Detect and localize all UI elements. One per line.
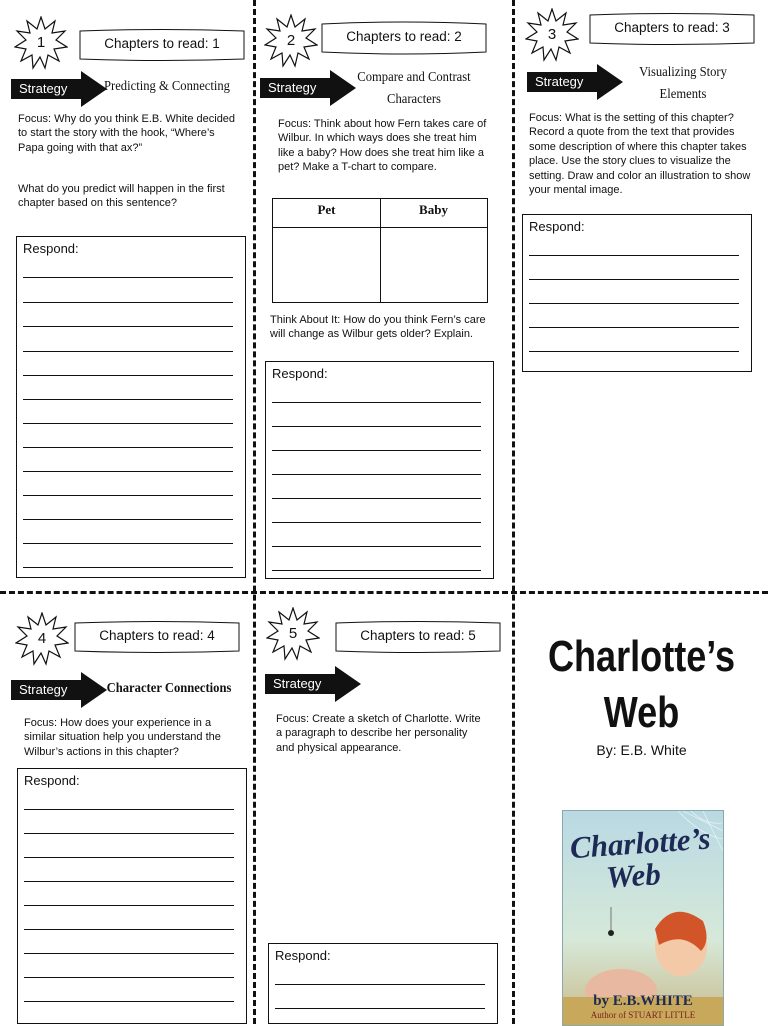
writing-line bbox=[24, 977, 234, 978]
writing-line bbox=[529, 303, 739, 304]
respond-label: Respond: bbox=[23, 241, 79, 256]
chapter-number: 4 bbox=[37, 630, 47, 647]
panel-chapter-1 bbox=[0, 0, 253, 591]
strategy-label: Strategy bbox=[19, 81, 68, 96]
strategy-title: Compare and Contrast Characters bbox=[357, 70, 471, 107]
t-chart-divider bbox=[380, 199, 381, 302]
writing-line bbox=[23, 326, 233, 327]
focus-text: Focus: How does your experience in a similar situation help you understand the Wilbur’s actions in this chapter? bbox=[24, 717, 221, 758]
focus-text: Focus: Why do you think E.B. White decided to start the story with the hook, “Where’s Papa going with that ax?” bbox=[18, 113, 236, 154]
writing-line bbox=[529, 327, 739, 328]
cover-author: by E.B.WHITE bbox=[593, 993, 693, 1009]
strategy-title: Visualizing Story Elements bbox=[639, 65, 727, 102]
writing-line bbox=[272, 498, 481, 499]
chapters-to-read: Chapters to read: 2 bbox=[346, 29, 462, 44]
panel-chapter-4 bbox=[0, 594, 253, 1024]
t-chart[interactable] bbox=[272, 198, 488, 303]
writing-line bbox=[23, 375, 233, 376]
prediction-prompt: What do you predict will happen in the first chapter based on this sentence? bbox=[18, 183, 225, 210]
writing-line bbox=[23, 277, 233, 278]
starburst-icon bbox=[15, 612, 69, 666]
writing-line bbox=[275, 984, 485, 985]
chapter-number: 1 bbox=[36, 34, 46, 51]
author-byline: By: E.B. White bbox=[596, 742, 687, 758]
book-cover-image bbox=[562, 810, 724, 1026]
strategy-arrow bbox=[260, 70, 356, 106]
writing-line bbox=[272, 570, 481, 571]
panel-chapter-5 bbox=[256, 594, 512, 1024]
chapters-to-read: Chapters to read: 5 bbox=[360, 628, 476, 643]
strategy-label: Strategy bbox=[268, 80, 317, 95]
chapters-banner bbox=[588, 12, 756, 46]
panel-chapter-2 bbox=[256, 0, 512, 591]
writing-line bbox=[24, 833, 234, 834]
chapter-number: 3 bbox=[547, 26, 557, 43]
strategy-title: Character Connections bbox=[106, 681, 232, 696]
writing-line bbox=[23, 423, 233, 424]
writing-line bbox=[23, 519, 233, 520]
starburst-icon bbox=[266, 607, 320, 661]
respond-label: Respond: bbox=[529, 219, 585, 234]
strategy-arrow bbox=[527, 64, 623, 100]
writing-line bbox=[24, 857, 234, 858]
writing-line bbox=[24, 929, 234, 930]
writing-line bbox=[23, 351, 233, 352]
respond-box[interactable] bbox=[268, 943, 498, 1024]
chapters-banner bbox=[334, 620, 502, 654]
writing-line bbox=[23, 471, 233, 472]
respond-box[interactable] bbox=[17, 768, 247, 1024]
writing-line bbox=[23, 447, 233, 448]
strategy-title: Predicting & Connecting bbox=[104, 79, 230, 94]
writing-line bbox=[272, 450, 481, 451]
cover-title-line-1: Charlotte’s bbox=[568, 820, 712, 866]
writing-line bbox=[24, 953, 234, 954]
t-chart-header-pet: Pet bbox=[317, 202, 336, 217]
focus-text: Focus: Create a sketch of Charlotte. Write a paragraph to describe her personality and physical appearance. bbox=[276, 713, 481, 754]
chapter-number: 5 bbox=[288, 625, 298, 642]
starburst-icon bbox=[525, 8, 579, 62]
respond-box[interactable] bbox=[16, 236, 246, 578]
focus-text: Focus: Think about how Fern takes care of Wilbur. In which ways does she treat him like a baby? How does she treat him like a pet? Make a T-chart to compare. bbox=[278, 118, 487, 174]
t-chart-header-baby: Baby bbox=[419, 202, 448, 217]
writing-line bbox=[272, 474, 481, 475]
writing-line bbox=[272, 402, 481, 403]
writing-line bbox=[23, 543, 233, 544]
writing-line bbox=[529, 255, 739, 256]
chapters-banner bbox=[78, 28, 246, 62]
spider-icon bbox=[608, 930, 614, 936]
writing-line bbox=[272, 522, 481, 523]
writing-line bbox=[529, 351, 739, 352]
cover-title-lettering bbox=[569, 822, 723, 896]
chapter-number: 2 bbox=[286, 32, 296, 49]
starburst-icon bbox=[14, 16, 68, 70]
writing-line bbox=[24, 809, 234, 810]
chapters-banner bbox=[73, 620, 241, 654]
writing-line bbox=[23, 399, 233, 400]
writing-line bbox=[24, 1001, 234, 1002]
writing-line bbox=[272, 426, 481, 427]
think-about-it-text: Think About It: How do you think Fern’s care will change as Wilbur gets older? Explain. bbox=[270, 314, 486, 341]
chapters-to-read: Chapters to read: 3 bbox=[614, 20, 730, 35]
chapters-to-read: Chapters to read: 4 bbox=[99, 628, 215, 643]
starburst-icon bbox=[264, 14, 318, 68]
respond-label: Respond: bbox=[24, 773, 80, 788]
cover-subtitle: Author of STUART LITTLE bbox=[590, 1010, 696, 1020]
cover-title-line-2: Web bbox=[604, 856, 662, 895]
writing-line bbox=[24, 881, 234, 882]
writing-line bbox=[23, 567, 233, 568]
strategy-label: Strategy bbox=[273, 676, 322, 691]
writing-line bbox=[24, 905, 234, 906]
strategy-arrow bbox=[11, 672, 107, 708]
strategy-label: Strategy bbox=[535, 74, 584, 89]
book-title-line-2: Web bbox=[603, 688, 680, 737]
chapters-banner bbox=[320, 20, 488, 56]
writing-line bbox=[529, 279, 739, 280]
panel-chapter-3 bbox=[515, 0, 768, 591]
respond-label: Respond: bbox=[275, 948, 331, 963]
book-title-line-1: Charlotte’s bbox=[547, 632, 736, 681]
respond-box[interactable] bbox=[522, 214, 752, 372]
writing-line bbox=[23, 302, 233, 303]
strategy-arrow bbox=[265, 666, 361, 702]
respond-label: Respond: bbox=[272, 366, 328, 381]
focus-text: Focus: What is the setting of this chapter? Record a quote from the text that provides some description of where this chapter takes place. Use the story clues to visualize the setting. Draw and color an illustration to show your mental image. bbox=[529, 112, 751, 197]
writing-line bbox=[23, 495, 233, 496]
strategy-arrow bbox=[11, 71, 107, 107]
strategy-label: Strategy bbox=[19, 682, 68, 697]
respond-box[interactable] bbox=[265, 361, 494, 579]
chapters-to-read: Chapters to read: 1 bbox=[104, 36, 220, 51]
writing-line bbox=[272, 546, 481, 547]
writing-line bbox=[275, 1008, 485, 1009]
